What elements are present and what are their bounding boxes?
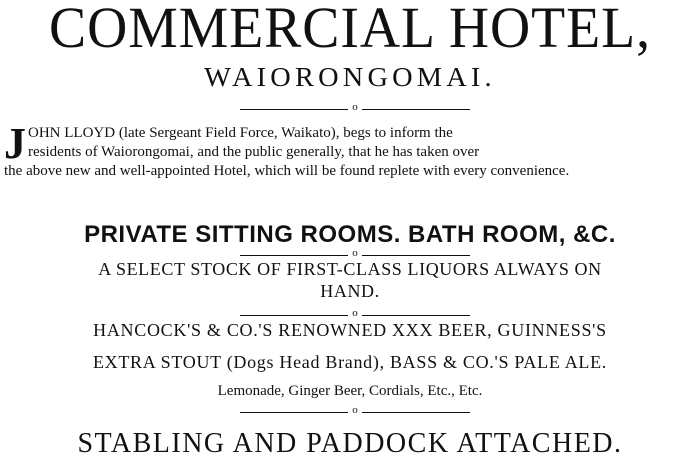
intro-first-line: OHN LLOYD (late Sergeant Field Force, Waikato), begs to inform the bbox=[28, 125, 453, 141]
drop-cap: J bbox=[4, 119, 26, 168]
separator-rule: o bbox=[240, 408, 470, 418]
intro-paragraph bbox=[4, 119, 696, 181]
beer-line-1: HANCOCK'S & CO.'S RENOWNED XXX BEER, GUINNESS'S bbox=[93, 320, 607, 340]
hotel-title: COMMERCIAL HOTEL, bbox=[49, 0, 651, 60]
separator-rule: o bbox=[240, 251, 470, 261]
beer-line-2: EXTRA STOUT (Dogs Head Brand), BASS & CO.'S PALE ALE. bbox=[92, 352, 608, 372]
separator-rule: o bbox=[240, 311, 470, 321]
stabling-line: STABLING AND PADDOCK ATTACHED. bbox=[77, 428, 623, 459]
intro-rest: the above new and well-appointed Hotel, which will be found replete with every convenience. bbox=[4, 163, 570, 179]
intro-second-line: residents of Waiorongomai, and the public generally, that he has taken over bbox=[28, 144, 480, 160]
soft-drinks-line: Lemonade, Ginger Beer, Cordials, Etc., Etc. bbox=[217, 383, 483, 399]
rooms-heading: PRIVATE SITTING ROOMS. BATH ROOM, &C. bbox=[84, 221, 616, 248]
separator-rule: o bbox=[240, 105, 470, 115]
location-subtitle: WAIORONGOMAI. bbox=[204, 62, 496, 92]
liquors-line: A SELECT STOCK OF FIRST-CLASS LIQUORS ALWAYS ON HAND. bbox=[98, 259, 602, 301]
